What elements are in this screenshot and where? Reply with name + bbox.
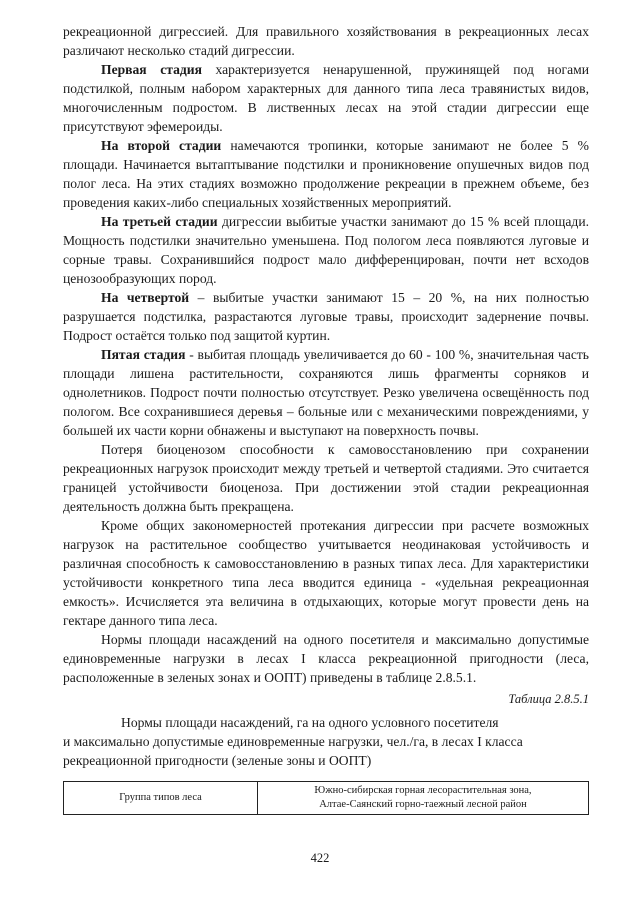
table-title-line-3: рекреационной пригодности (зеленые зоны и ООПТ) [63, 753, 372, 768]
stage-2-paragraph [63, 136, 589, 212]
stage-5-paragraph [63, 345, 589, 440]
header-zone-line-1: Южно-сибирская горная лесорастительная зона, [314, 785, 532, 796]
stability-paragraph: Потеря биоценозом способности к самовосстановлению при сохранении рекреационных нагрузок происходит между третьей и четвертой стадиями. Это считается границей устойчивости биоценоза. При достижении этой стадии рекреационная деятельность должна быть прекращена. [63, 442, 589, 514]
stage-3-lead: На третьей стадии [101, 214, 218, 229]
table-header-row [64, 782, 589, 815]
norms-table [63, 781, 589, 815]
table-caption: Таблица 2.8.5.1 [508, 692, 589, 706]
stage-1-lead: Первая стадия [101, 62, 202, 77]
page-number: 422 [310, 851, 330, 865]
stage-1-paragraph [63, 60, 589, 136]
stage-4-paragraph [63, 288, 589, 345]
table-title [63, 713, 589, 770]
stage-3-paragraph [63, 212, 589, 288]
stage-3-text: дигрессии выбитые участки занимают до 15 % всей площади. Мощность подстилки значительно уменьшена. Под пологом леса появляются луговые и сорные травы. Сохранившийся подрост мало дифференцирован, почти нет всходов ценозообразующих пород. [63, 214, 589, 286]
body-text [63, 22, 589, 687]
capacity-paragraph: Кроме общих закономерностей протекания дигрессии при расчете возможных нагрузок на растительное сообщество учитывается неодинаковая устойчивость и различная способность к самовосстановлению в разных типах леса. Для характеристики устойчивости конкретного типа леса вводится единица - «удельная рекреационная емкость». Исчисляется эта величина в отдыхающих, которые могут провести день на гектаре данного типа леса. [63, 518, 589, 628]
stage-5-text: - выбитая площадь увеличивается до 60 - 100 %, значительная часть площади лишена растительности, сохраняются лишь фрагменты сорняков и однолетников. Подрост почти полностью отсутствует. Резко увеличена освещённость под пологом. Все сохранившиеся деревья – больные или с механическими повреждениями, у большей их части корни обнажены и выступают на поверхность почвы. [63, 347, 590, 438]
document-page [63, 22, 589, 815]
stage-1-text: характеризуется ненарушенной, пружинящей под ногами подстилкой, полным набором характерных для данного типа леса травянистых видов, многочисленным подростом. В лиственных лесах на этой стадии дигрессии еще присутствуют эфемероиды. [63, 62, 589, 134]
header-group-cell: Группа типов леса [64, 782, 258, 815]
table-title-line-1: Нормы площади насаждений, га на одного условного посетителя [121, 715, 499, 730]
stage-4-text: – выбитые участки занимают 15 – 20 %, на них полностью разрушается подстилка, разрастаются луговые травы, происходит задернение почвы. Подрост остаётся только под защитой куртин. [63, 290, 589, 343]
table-title-line-2: и максимально допустимые единовременные нагрузки, чел./га, в лесах I класса [63, 734, 523, 749]
stage-2-lead: На второй стадии [101, 138, 222, 153]
stage-2-text: намечаются тропинки, которые занимают не более 5 % площади. Начинается вытаптывание подстилки и проникновение опушечных видов под полог леса. На этих стадиях возможно продолжение рекреации в прежнем объеме, без проведения каких-либо специальных хозяйственных мероприятий. [63, 138, 589, 210]
stage-4-lead: На четвертой [101, 290, 190, 305]
header-zone-cell [258, 782, 589, 815]
header-zone-line-2: Алтае-Саянский горно-таежный лесной район [319, 799, 527, 810]
stage-5-lead: Пятая стадия [101, 347, 186, 362]
intro-paragraph: рекреационной дигрессией. Для правильного хозяйствования в рекреационных лесах различают несколько стадий дигрессии. [63, 24, 589, 58]
norms-paragraph: Нормы площади насаждений на одного посетителя и максимально допустимые единовременные нагрузки в лесах I класса рекреационной пригодности (леса, расположенные в зеленых зонах и ООПТ) приведены в таблице 2.8.5.1. [63, 632, 589, 685]
